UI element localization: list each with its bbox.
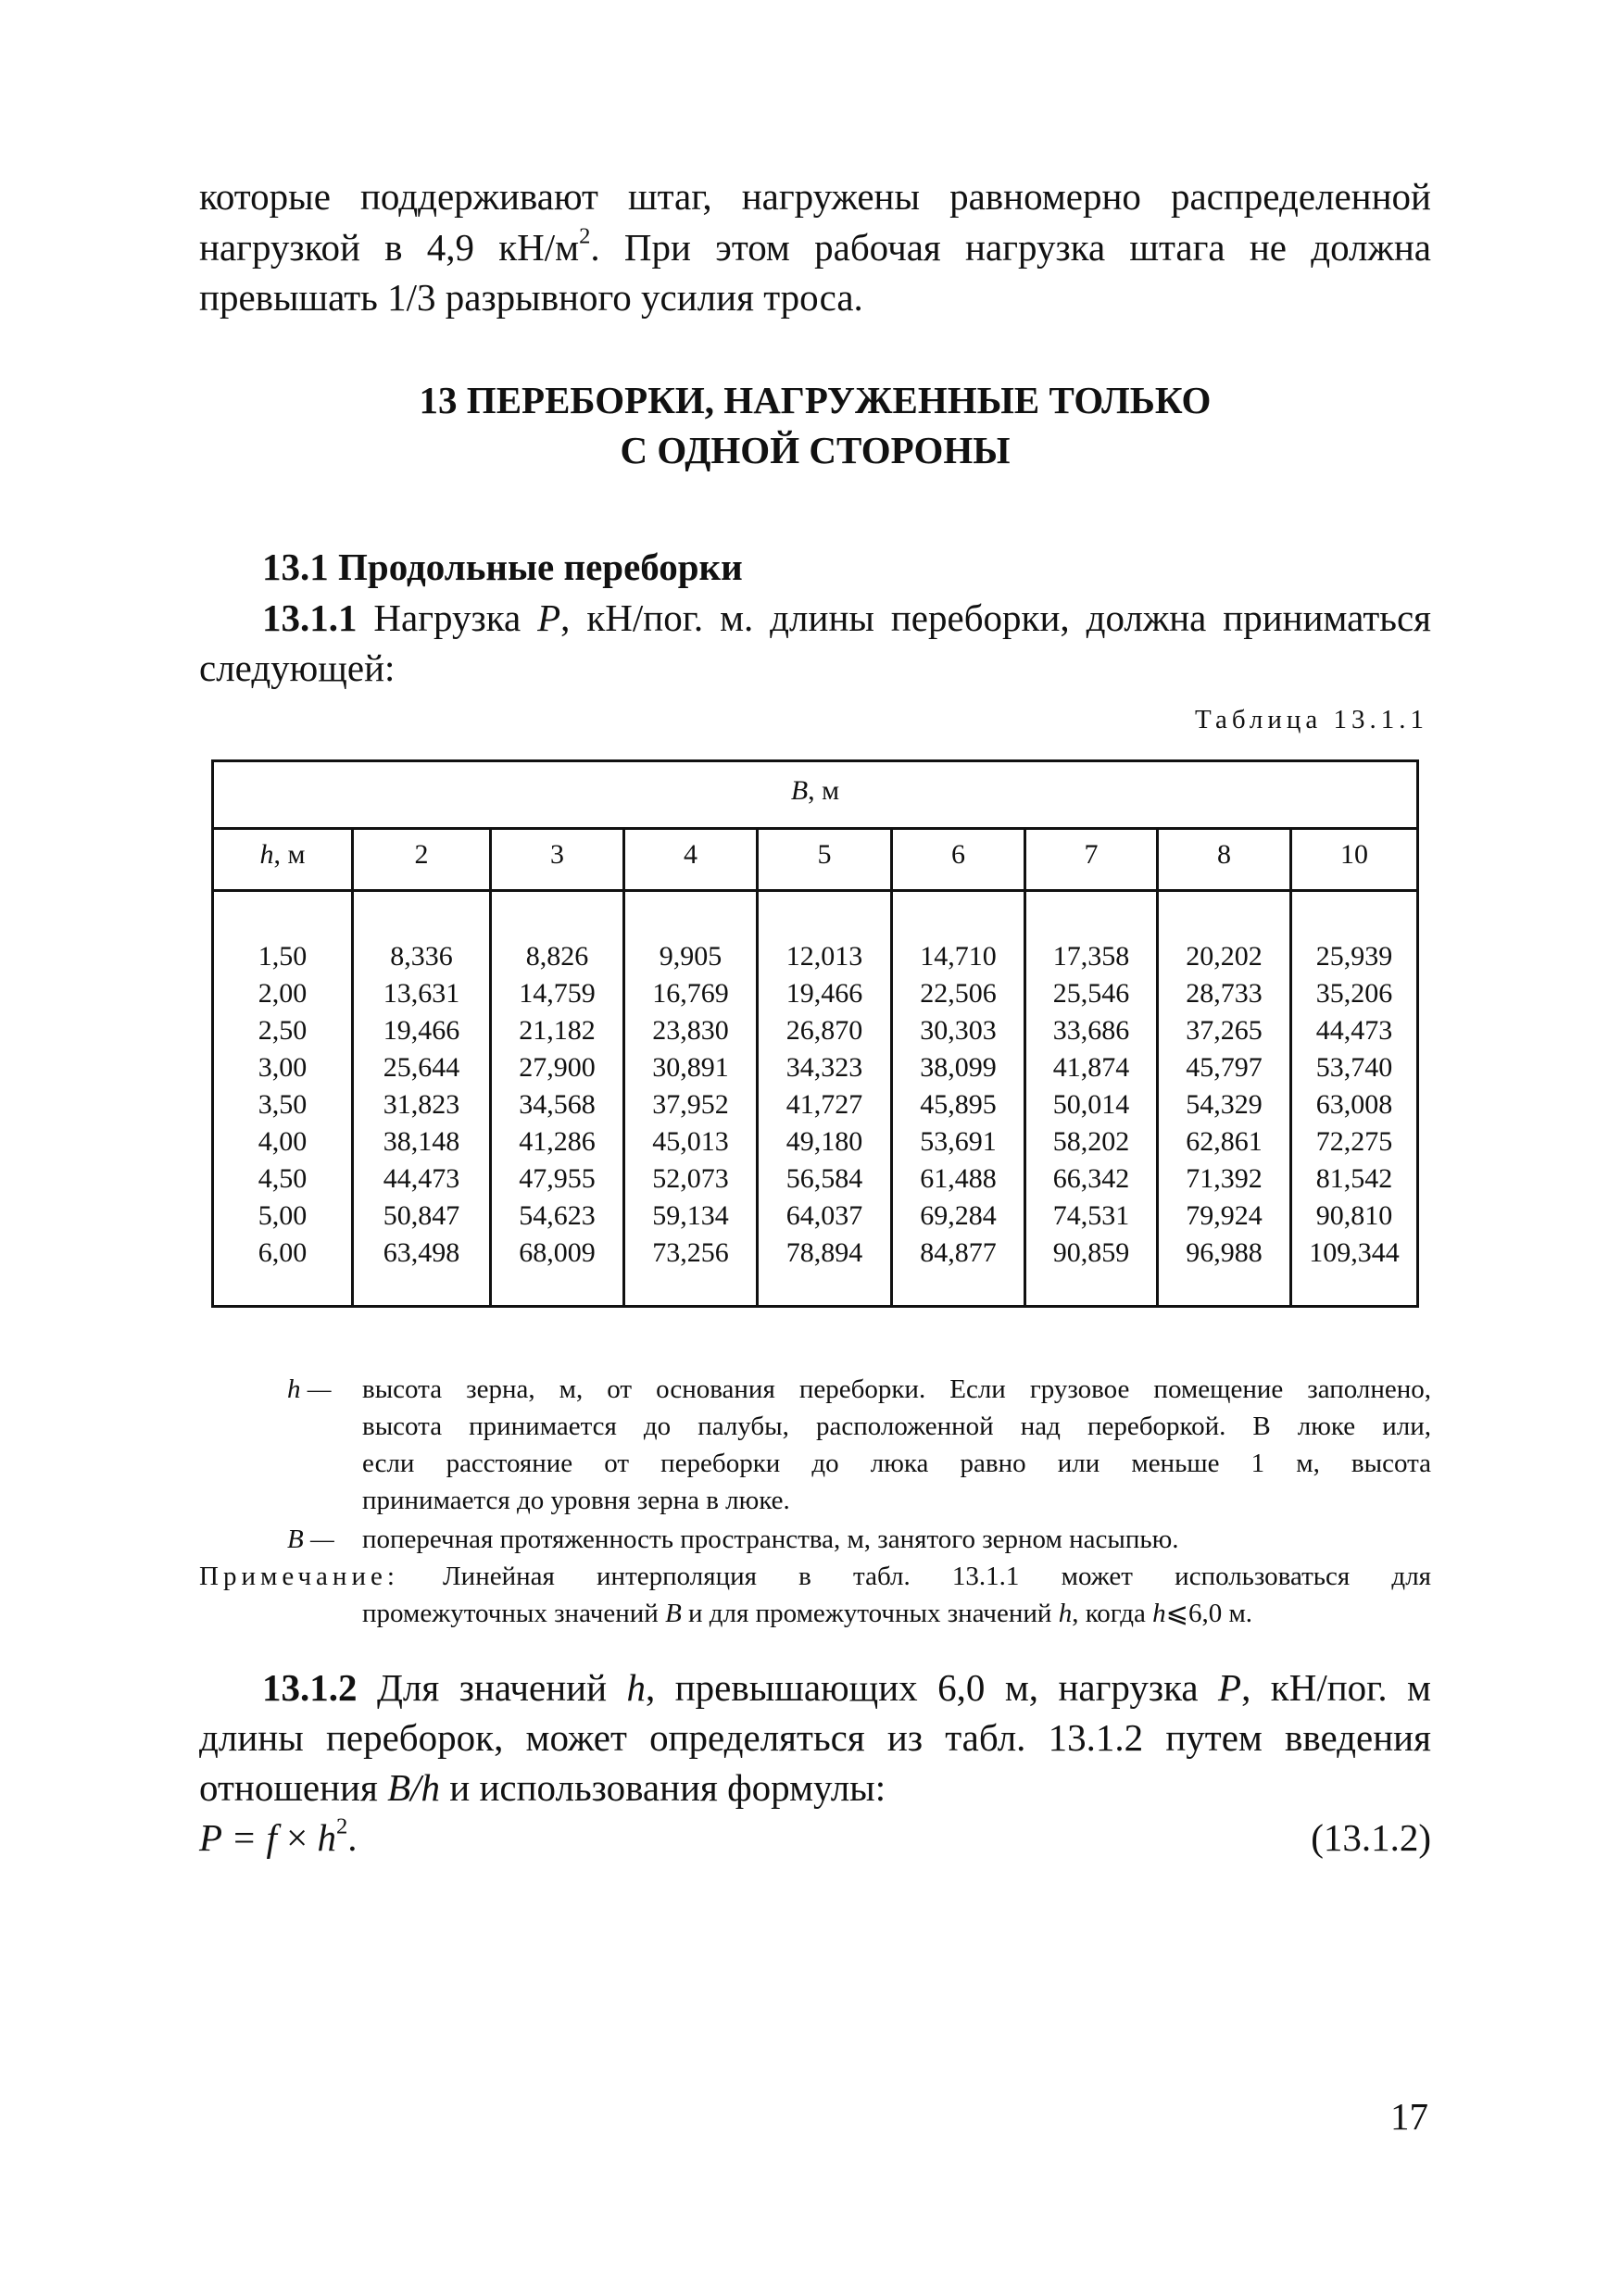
table-cell: 14,759 — [519, 978, 596, 1009]
note-h-line-3: если расстояние от переборки до люка равно или меньше 1 м, высота — [362, 1449, 1431, 1478]
table-cell: 62,861 — [1186, 1126, 1263, 1157]
column-header-b: 3 — [550, 839, 564, 870]
table-cell: 63,008 — [1315, 1089, 1393, 1120]
table-cell: 8,826 — [525, 941, 589, 972]
table-cell: 3,00 — [258, 1052, 308, 1083]
column-header-b: 5 — [817, 839, 832, 870]
table-cell: 19,466 — [785, 978, 863, 1009]
table-cell: 25,546 — [1052, 978, 1130, 1009]
formula-number: (13.1.2) — [1311, 1816, 1431, 1859]
table-cell: 71,392 — [1186, 1163, 1263, 1194]
table-cell: 3,50 — [258, 1089, 308, 1120]
intro-line-2: нагрузкой в 4,9 $кН/м^2$. При этом рабочая нагрузка штага не должна — [199, 223, 1431, 269]
table-rule — [214, 827, 1416, 830]
column-header-b: 8 — [1217, 839, 1231, 870]
table-cell: 26,870 — [785, 1015, 863, 1046]
table-cell: 63,498 — [383, 1237, 460, 1268]
data-column — [1292, 938, 1416, 1272]
data-column — [625, 938, 756, 1272]
table-cell: 14,710 — [920, 941, 997, 972]
note-h-label: h — — [287, 1374, 332, 1404]
table-cell: 19,466 — [383, 1015, 460, 1046]
table-cell: 1,50 — [258, 941, 308, 972]
table-cell: 2,00 — [258, 978, 308, 1009]
table-cell: 41,727 — [785, 1089, 863, 1120]
table-cell: 30,891 — [652, 1052, 729, 1083]
table-cell: 56,584 — [785, 1163, 863, 1194]
h-values-column — [214, 938, 351, 1272]
table-cell: 81,542 — [1315, 1163, 1393, 1194]
table-cell: 38,099 — [920, 1052, 997, 1083]
table-cell: 47,955 — [519, 1163, 596, 1194]
table-cell: 4,50 — [258, 1163, 308, 1194]
table-cell: 68,009 — [519, 1237, 596, 1268]
table-cell: 45,895 — [920, 1089, 997, 1120]
table-cell: 50,847 — [383, 1200, 460, 1231]
table-cell: 6,00 — [258, 1237, 308, 1268]
paragraph-13-1-2-line-2: длины переборок, может определяться из табл. 13.1.2 путем введения — [199, 1716, 1431, 1759]
note-h-line-1: высота зерна, м, от основания переборки. Если грузовое помещение заполнено, — [362, 1374, 1431, 1404]
table-cell: 66,342 — [1052, 1163, 1130, 1194]
section-title-line-1: 13 ПЕРЕБОРКИ, НАГРУЖЕННЫЕ ТОЛЬКО — [419, 379, 1212, 421]
paragraph-13-1-1-line-2: следующей: — [199, 646, 396, 689]
table-cell: 25,939 — [1315, 941, 1393, 972]
table-cell: 21,182 — [519, 1015, 596, 1046]
table-cell: 45,797 — [1186, 1052, 1263, 1083]
table-cell: 12,013 — [785, 941, 863, 972]
data-column — [1026, 938, 1156, 1272]
data-column — [354, 938, 489, 1272]
table-cell: 41,874 — [1052, 1052, 1130, 1083]
table-cell: 78,894 — [785, 1237, 863, 1268]
table-cell: 31,823 — [383, 1089, 460, 1120]
data-column — [893, 938, 1024, 1272]
table-cell: 37,265 — [1186, 1015, 1263, 1046]
table-cell: 50,014 — [1052, 1089, 1130, 1120]
table-cell: 34,323 — [785, 1052, 863, 1083]
intro-line-3: превышать 1/3 разрывного усилия троса. — [199, 276, 863, 319]
column-header-b: 10 — [1340, 839, 1368, 870]
column-header-b: 7 — [1084, 839, 1099, 870]
note-h-line-2: высота принимается до палубы, расположенной над переборкой. В люке или, — [362, 1411, 1431, 1441]
note-b-text: поперечная протяженность пространства, м, занятого зерном насыпью. — [362, 1524, 1179, 1554]
table-cell: 52,073 — [652, 1163, 729, 1194]
column-header-b: 4 — [684, 839, 697, 870]
table-row-header: h, м — [259, 839, 306, 870]
table-cell: 33,686 — [1052, 1015, 1130, 1046]
table-cell: 79,924 — [1186, 1200, 1263, 1231]
table-rule — [214, 889, 1416, 892]
table-cell: 34,568 — [519, 1089, 596, 1120]
table-cell: 74,531 — [1052, 1200, 1130, 1231]
table-cell: 84,877 — [920, 1237, 997, 1268]
table-cell: 45,013 — [652, 1126, 729, 1157]
table-cell: 59,134 — [652, 1200, 729, 1231]
table-caption: Таблица 13.1.1 — [1194, 705, 1428, 734]
remark-line-2: промежуточных значений B и для промежуточных значений h, когда h⩽6,0 м. — [362, 1599, 1253, 1628]
table-cell: 38,148 — [383, 1126, 460, 1157]
table-cell: 20,202 — [1186, 941, 1263, 972]
table-cell: 17,358 — [1052, 941, 1130, 972]
table-cell: 72,275 — [1315, 1126, 1393, 1157]
note-b-label: B — — [287, 1524, 334, 1554]
subsection-title: 13.1 Продольные переборки — [262, 546, 743, 588]
table-cell: 58,202 — [1052, 1126, 1130, 1157]
table-cell: 30,303 — [920, 1015, 997, 1046]
note-h-line-4: принимается до уровня зерна в люке. — [362, 1486, 790, 1515]
data-table — [211, 759, 1419, 1308]
table-cell: 35,206 — [1315, 978, 1393, 1009]
column-header-b: 2 — [414, 839, 429, 870]
table-cell: 23,830 — [652, 1015, 729, 1046]
table-cell: 96,988 — [1186, 1237, 1263, 1268]
table-cell: 8,336 — [390, 941, 453, 972]
table-cell: 13,631 — [383, 978, 460, 1009]
table-cell: 4,00 — [258, 1126, 308, 1157]
table-cell: 61,488 — [920, 1163, 997, 1194]
table-cell: 9,905 — [659, 941, 723, 972]
data-column — [492, 938, 622, 1272]
data-column — [759, 938, 890, 1272]
table-cell: 53,691 — [920, 1126, 997, 1157]
table-cell: 49,180 — [785, 1126, 863, 1157]
table-cell: 73,256 — [652, 1237, 729, 1268]
table-cell: 54,623 — [519, 1200, 596, 1231]
column-header-b: 6 — [951, 839, 965, 870]
table-cell: 90,859 — [1052, 1237, 1130, 1268]
table-cell: 54,329 — [1186, 1089, 1263, 1120]
data-column — [1159, 938, 1289, 1272]
remark-line-1: Линейная интерполяция в табл. 13.1.1 может использоваться для — [443, 1562, 1431, 1591]
table-cell: 109,344 — [1309, 1237, 1400, 1268]
section-title-line-2: С ОДНОЙ СТОРОНЫ — [620, 429, 1011, 471]
table-cell: 69,284 — [920, 1200, 997, 1231]
table-cell: 90,810 — [1315, 1200, 1393, 1231]
paragraph-13-1-1-line-1: 13.1.1 Нагрузка P, кН/пог. м. длины переборки, должна приниматься — [262, 596, 1431, 639]
page-number: 17 — [1390, 2095, 1428, 2138]
table-cell: 37,952 — [652, 1089, 729, 1120]
table-cell: 22,506 — [920, 978, 997, 1009]
table-cell: 41,286 — [519, 1126, 596, 1157]
table-cell: 5,00 — [258, 1200, 308, 1231]
paragraph-13-1-2-line-1: 13.1.2 Для значений h, превышающих 6,0 м, нагрузка P, кН/пог. м — [262, 1666, 1432, 1709]
table-cell: 2,50 — [258, 1015, 308, 1046]
table-cell: 28,733 — [1186, 978, 1263, 1009]
table-cell: 44,473 — [1315, 1015, 1393, 1046]
table-cell: 64,037 — [785, 1200, 863, 1231]
intro-line-1: которые поддерживают штаг, нагружены равномерно распределенной — [199, 175, 1431, 218]
table-cell: 44,473 — [383, 1163, 460, 1194]
table-cell: 16,769 — [652, 978, 729, 1009]
remark-label: Примечание: — [199, 1562, 399, 1591]
table-cell: 53,740 — [1315, 1052, 1393, 1083]
formula: $P = f \times h^2$. — [199, 1813, 358, 1859]
paragraph-13-1-2-line-3: отношения B/h и использования формулы: — [199, 1766, 886, 1809]
table-top-header: B, м — [790, 775, 840, 806]
table-cell: 27,900 — [519, 1052, 596, 1083]
table-cell: 25,644 — [383, 1052, 460, 1083]
